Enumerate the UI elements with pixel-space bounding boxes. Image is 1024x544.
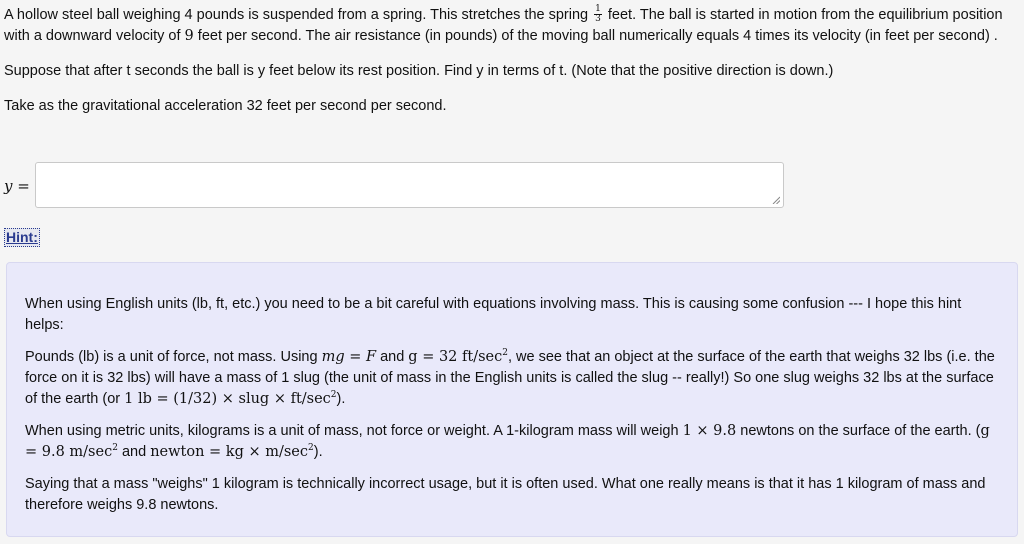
- hint-panel: [6, 262, 1018, 537]
- resize-handle-icon[interactable]: [772, 196, 780, 204]
- exponent: 2: [112, 443, 118, 454]
- hint-paragraph-1: When using English units (lb, ft, etc.) you need to be a bit careful with equations involving mass. This is causing some confusion --- I hope this hint helps:: [25, 296, 962, 333]
- math-formula: 1 × 9.8: [682, 423, 737, 439]
- answer-row: [4, 162, 794, 212]
- hint-text: newtons on the surface of the earth. (: [736, 423, 981, 439]
- fraction-denominator: 3: [595, 13, 601, 24]
- hint-text: ).: [313, 444, 323, 460]
- hint-text: and: [376, 349, 409, 365]
- exponent: 2: [330, 390, 337, 401]
- hint-paragraph-4: Saying that a mass "weighs" 1 kilogram is technically incorrect usage, but it is often used. What one really means is that it has 1 kilogram of mass and therefore weighs 9.8 newtons.: [25, 476, 986, 513]
- answer-label: y =: [4, 177, 30, 195]
- exponent: 2: [308, 443, 314, 454]
- problem-paragraph-2: Suppose that after t seconds the ball is y feet below its rest position. Find y in terms of t. (Note that the positive direction is down.): [4, 63, 834, 79]
- spring-stretch-fraction: [594, 5, 602, 24]
- math-formula: g = 32 ft/sec: [408, 349, 503, 365]
- hint-text: When using metric units, kilograms is a unit of mass, not force or weight. A 1-kilogram mass will weigh: [25, 423, 683, 439]
- fraction-numerator: 1: [595, 3, 601, 14]
- math-formula: g = 9.8 m/sec: [25, 423, 990, 460]
- hint-paragraph-3: [25, 421, 1000, 463]
- hint-paragraph-2: [25, 347, 1000, 410]
- hint-toggle-link[interactable]: Hint:: [6, 229, 38, 245]
- problem-statement: [4, 5, 1019, 117]
- math-formula: 1 lb = (1/32) × slug × ft/sec: [124, 391, 331, 407]
- hint-text: and: [117, 444, 151, 460]
- problem-text: feet. The ball is started in motion from the equilibrium position with a downward velocity of: [4, 7, 1003, 44]
- problem-text: A hollow steel ball weighing 4 pounds is suspended from a spring. This stretches the spring: [4, 7, 593, 23]
- math-formula: mg = F: [321, 349, 377, 365]
- hint-content: [25, 294, 1000, 527]
- velocity-value: 9: [184, 28, 194, 44]
- exponent: 2: [502, 348, 508, 359]
- hint-text: ).: [336, 391, 346, 407]
- answer-input[interactable]: [35, 162, 784, 208]
- problem-paragraph-1: [4, 5, 1019, 47]
- problem-text: feet per second. The air resistance (in pounds) of the moving ball numerically equals 4 times its velocity (in feet per second) .: [193, 28, 998, 44]
- hint-text: Pounds (lb) is a unit of force, not mass. Using: [25, 349, 322, 365]
- problem-paragraph-3: Take as the gravitational acceleration 32 feet per second per second.: [4, 98, 447, 114]
- hint-text: , we see that an object at the surface of the earth that weighs 32 lbs (i.e. the force on it is 32 lbs) will have a mass of 1 slug (the unit of mass in the English units is called the slug -- really!) So one slug weighs 32 lbs at the surface of the earth (or: [25, 349, 995, 407]
- math-formula: newton = kg × m/sec: [150, 444, 309, 460]
